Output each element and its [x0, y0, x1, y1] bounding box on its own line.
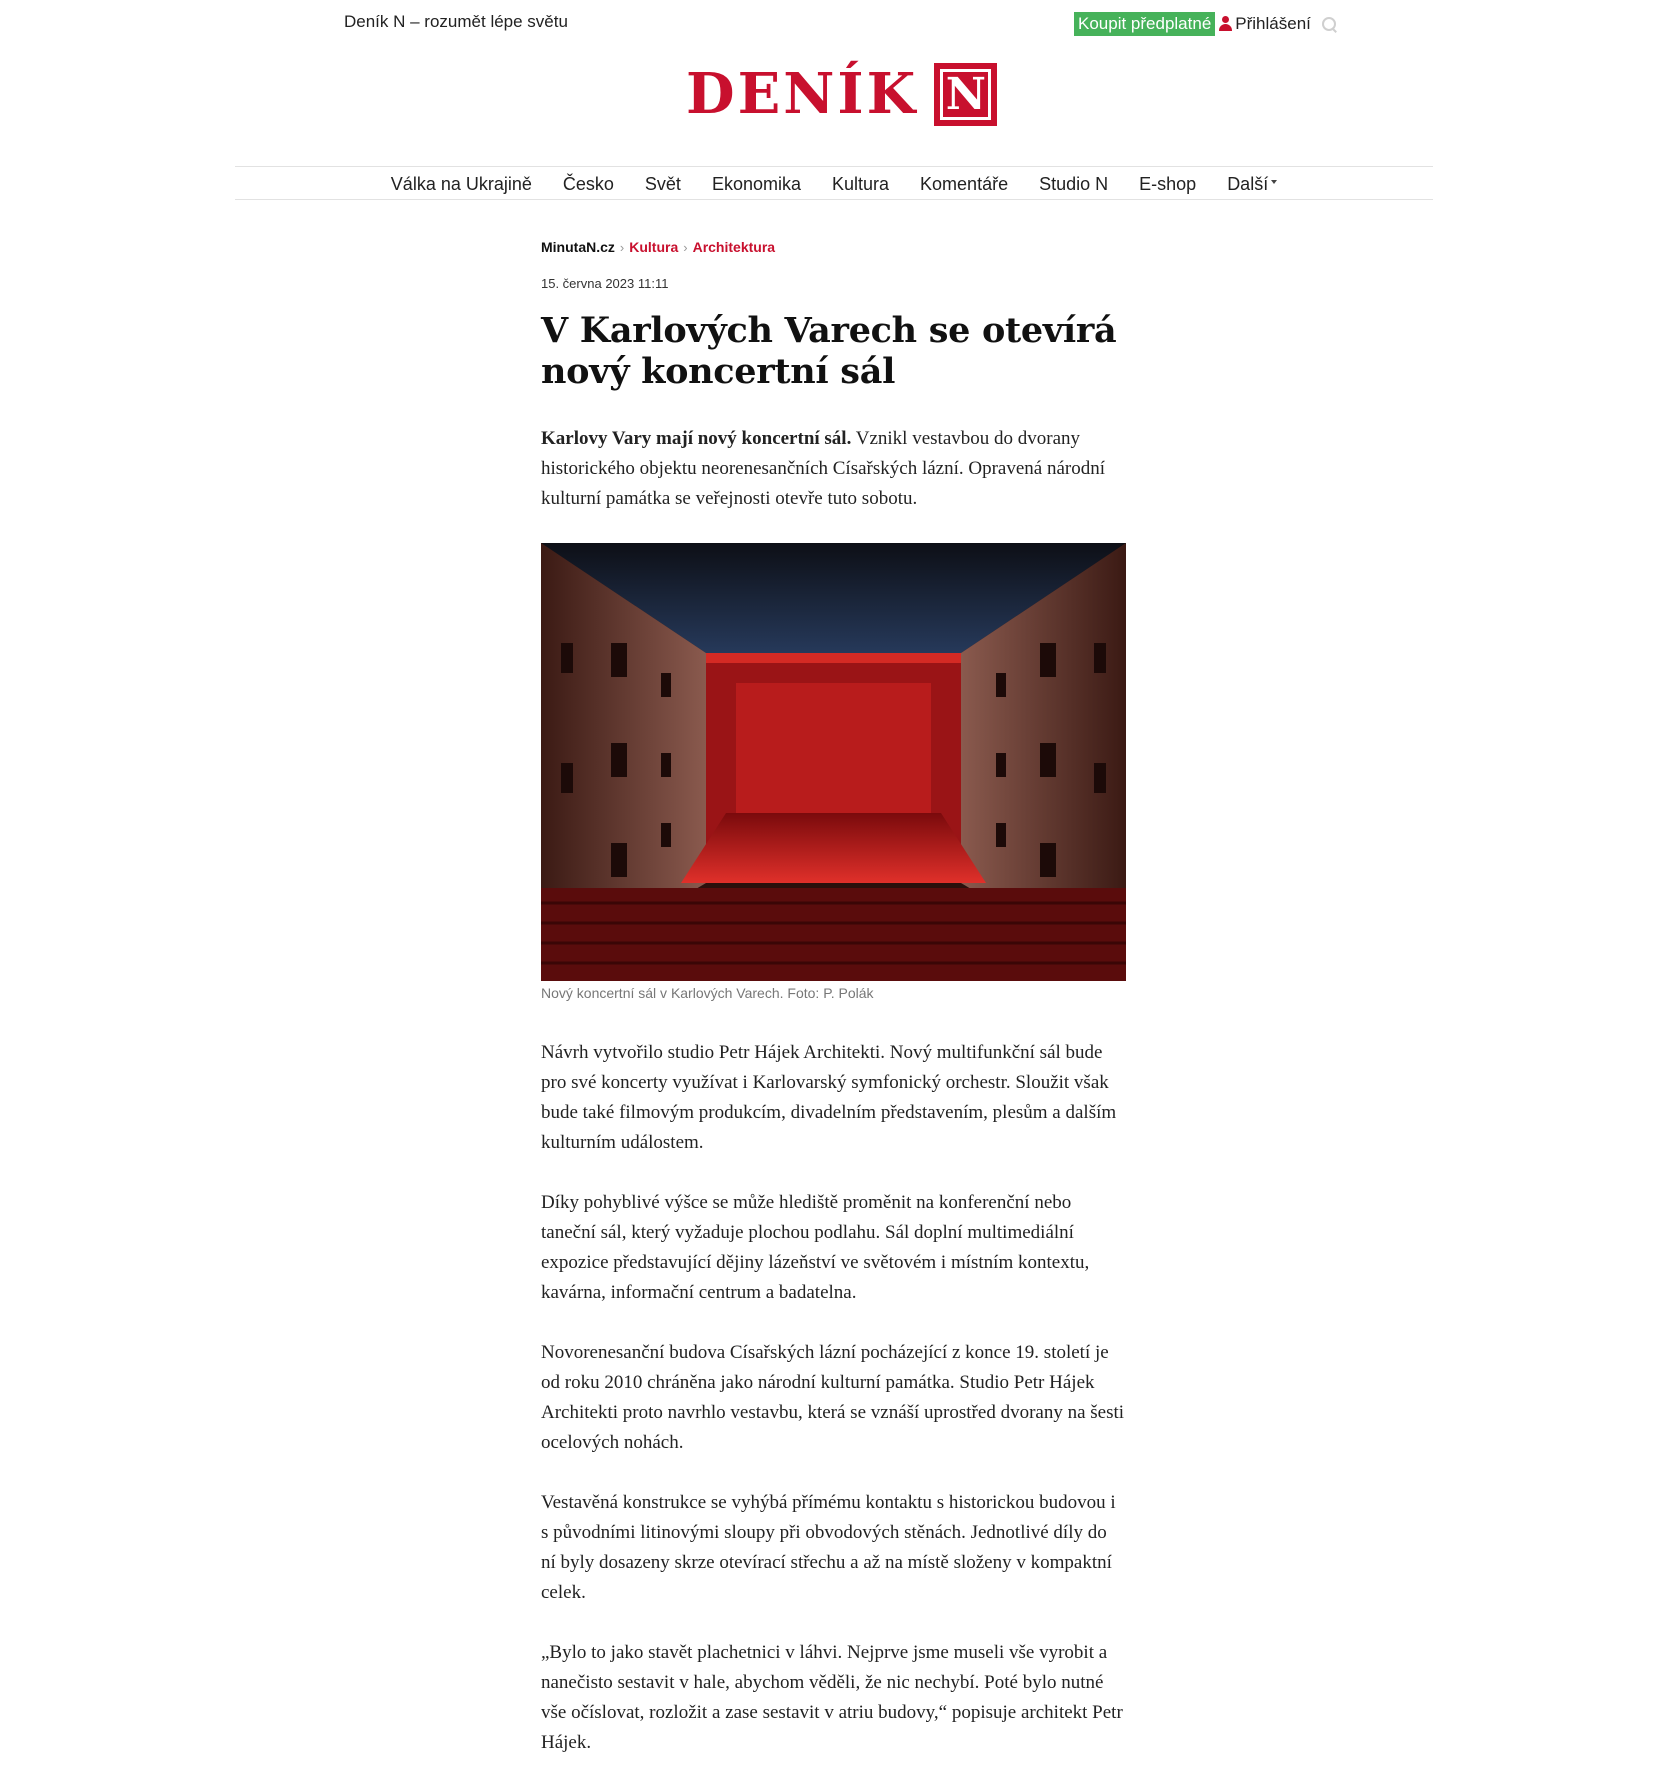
login-label: Přihlášení — [1235, 14, 1311, 33]
chevron-right-icon: › — [619, 239, 625, 255]
nav-item-dalsi[interactable] — [1227, 174, 1277, 195]
logo-letter: N — [940, 69, 991, 120]
logo-wordmark: DENÍK — [686, 61, 919, 127]
caret-down-icon — [1271, 180, 1277, 184]
account-area — [1074, 12, 1337, 36]
breadcrumb — [541, 236, 1126, 258]
chevron-right-icon: › — [683, 239, 688, 255]
article-body — [541, 1038, 1126, 1758]
nav-item-cesko[interactable]: Česko — [562, 173, 614, 194]
concert-hall-illustration — [541, 543, 1126, 981]
breadcrumb-architektura[interactable]: Architektura — [692, 239, 776, 255]
article-paragraph: Návrh vytvořilo studio Petr Hájek Architekti. Nový multifunkční sál bude pro své koncerty využívat i Karlovarský symfonický orchestr. Sloužit však bude také filmovým produkcím, divadelním představením, plesům a dalším kulturním událostem. — [541, 1042, 1117, 1153]
article-figure — [541, 543, 1126, 1005]
user-icon — [1219, 16, 1232, 32]
nav-item-valka-na-ukrajine[interactable]: Válka na Ukrajině — [390, 173, 532, 194]
article-paragraph: Díky pohyblivé výšce se může hlediště proměnit na konferenční nebo taneční sál, který vyžaduje plochou podlahu. Sál doplní multimediální expozice představující dějiny lázeňství ve světovém i místním kontextu, kavárna, informační centrum a badatelna. — [541, 1192, 1090, 1303]
breadcrumb-kultura[interactable]: Kultura — [629, 239, 679, 255]
nav-item-svet[interactable]: Svět — [644, 173, 681, 194]
article-date: 15. června 2023 11:11 — [541, 276, 669, 291]
site-tagline: Deník N – rozumět lépe světu — [344, 12, 568, 31]
main-navigation — [235, 166, 1433, 200]
nav-item-e-shop[interactable]: E-shop — [1139, 173, 1197, 194]
article-paragraph: „Bylo to jako stavět plachetnici v láhvi. Nejprve jsme museli vše vyrobit a nanečisto sestavit v hale, abychom věděli, že nic nechybí. Poté bylo nutné vše očíslovat, rozložit a zase sestavit v atriu budovy,“ popisuje architekt Petr Hájek. — [541, 1642, 1123, 1753]
article-lead — [541, 424, 1126, 514]
logo-n-box — [934, 63, 997, 126]
breadcrumb-minutan[interactable]: MinutaN.cz — [541, 239, 615, 255]
nav-item-ekonomika[interactable]: Ekonomika — [711, 173, 801, 194]
nav-item-komentare[interactable]: Komentáře — [920, 173, 1009, 194]
nav-item-kultura[interactable]: Kultura — [831, 173, 890, 194]
nav-item-studio-n[interactable]: Studio N — [1039, 173, 1109, 194]
lead-text: Vznikl vestavbou do dvorany historického objektu neorenesančních Císařských lázní. Opravená národní kulturní památka se veřejnosti otevře tuto sobotu. — [541, 428, 1106, 509]
article — [541, 236, 1126, 1758]
search-icon[interactable] — [1321, 16, 1337, 32]
login-link[interactable] — [1219, 14, 1311, 34]
lead-bold: Karlovy Vary mají nový koncertní sál. — [541, 428, 852, 449]
concert-hall-photo[interactable] — [541, 543, 1126, 981]
site-logo[interactable] — [686, 62, 997, 126]
top-bar — [0, 0, 1667, 48]
article-title: V Karlových Varech se otevírá nový koncertní sál — [541, 310, 1117, 392]
nav-item-dalsi-label: Další — [1227, 173, 1269, 194]
subscribe-button[interactable]: Koupit předplatné — [1074, 12, 1215, 36]
article-paragraph: Vestavěná konstrukce se vyhýbá přímému kontaktu s historickou budovou i s původními litinovými sloupy při obvodových stěnách. Jednotlivé díly do ní byly dosazeny skrze otevírací střechu a až na místě složeny v kompaktní celek. — [541, 1492, 1116, 1603]
image-caption: Nový koncertní sál v Karlových Varech. Foto: P. Polák — [541, 985, 874, 1001]
article-paragraph: Novorenesanční budova Císařských lázní pocházející z konce 19. století je od roku 2010 chráněna jako národní kulturní památka. Studio Petr Hájek Architekti proto navrhlo vestavbu, která se vznáší uprostřed dvorany na šesti ocelových nohách. — [541, 1342, 1125, 1453]
